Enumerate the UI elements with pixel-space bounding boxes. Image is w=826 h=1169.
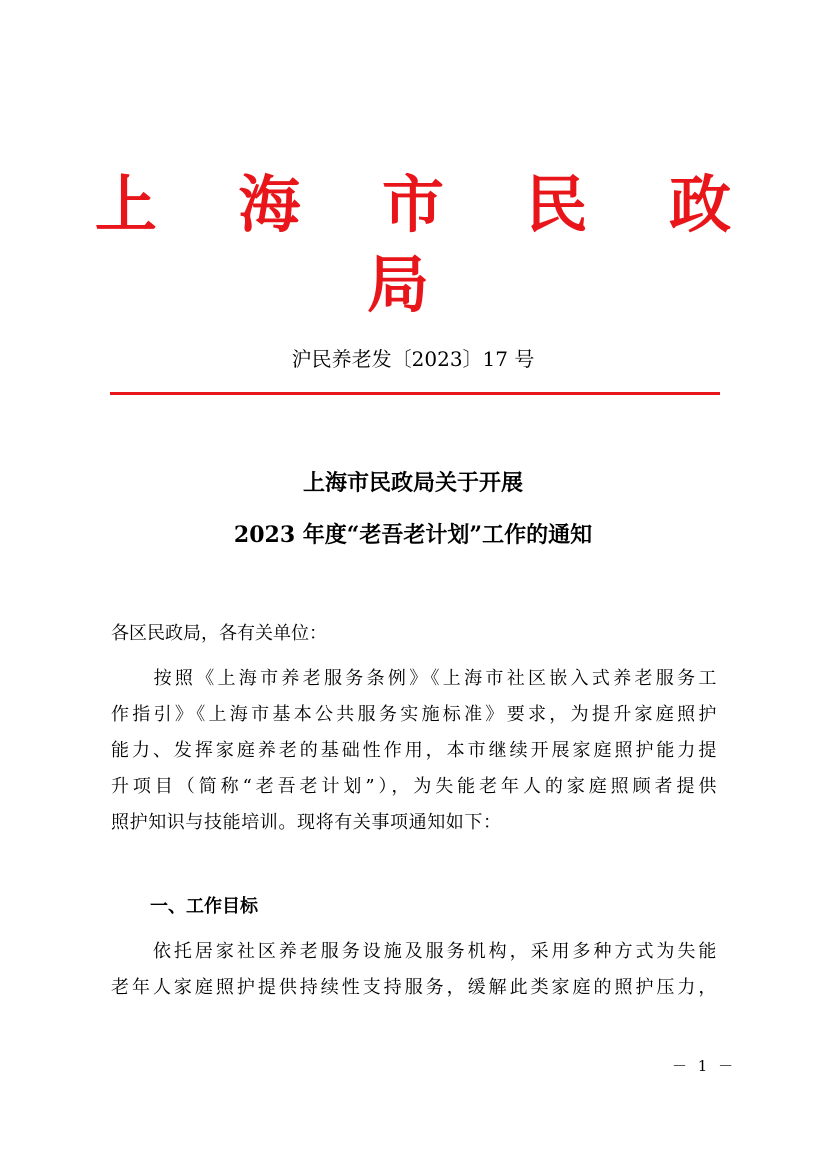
paragraph-1 xyxy=(111,661,717,841)
paragraph-2 xyxy=(111,934,717,1006)
document-number: 沪民养老发〔2023〕17 号 xyxy=(291,347,535,371)
paragraph-line: 照护知识与技能培训。现将有关事项通知如下： xyxy=(111,812,502,833)
paragraph-line: 升项目（简称“老吾老计划”），为失能老年人的家庭照顾者提供 xyxy=(111,776,717,797)
paragraph-line: 老年人家庭照护提供持续性支持服务，缓解此类家庭的照护压力， xyxy=(111,977,717,998)
notice-title-line-2: 2023 年度“老吾老计划”工作的通知 xyxy=(233,522,593,548)
page-number: － 1 － xyxy=(672,1057,737,1075)
issuing-authority-title: 上 海 市 民 政 局 xyxy=(94,168,762,321)
paragraph-line: 能力、发挥家庭养老的基础性作用，本市继续开展家庭照护能力提 xyxy=(111,740,717,761)
notice-title-line-1: 上海市民政局关于开展 xyxy=(302,470,523,496)
paragraph-line: 作指引》《上海市基本公共服务实施标准》要求，为提升家庭照护 xyxy=(111,704,717,725)
red-separator-line xyxy=(110,392,720,395)
section-heading-goals: 一、工作目标 xyxy=(150,896,258,917)
salutation: 各区民政局，各有关单位： xyxy=(111,623,327,644)
paragraph-line: 按照《上海市养老服务条例》《上海市社区嵌入式养老服务工 xyxy=(111,668,717,689)
paragraph-line: 依托居家社区养老服务设施及服务机构，采用多种方式为失能 xyxy=(111,941,717,962)
